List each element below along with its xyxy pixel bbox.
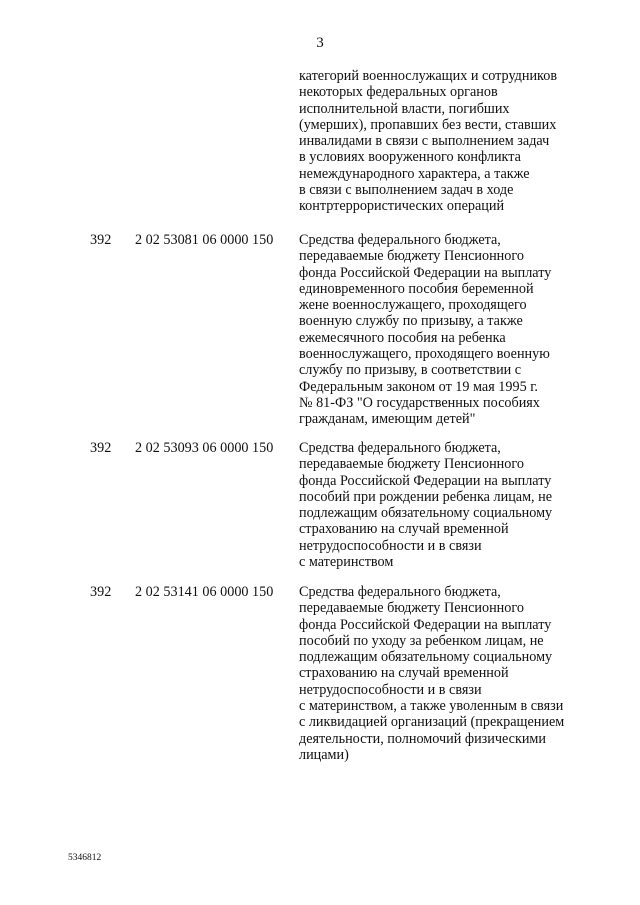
description-line: некоторых федеральных органов	[299, 84, 498, 101]
description-line: Средства федерального бюджета,	[299, 584, 501, 600]
description-line: немеждународного характера, а также	[299, 165, 530, 182]
description-line: фонда Российской Федерации на выплату	[299, 616, 552, 633]
description-line: исполнительной власти, погибших	[299, 100, 510, 117]
description-line: страхованию на случай временной	[299, 521, 509, 538]
description-line: фонда Российской Федерации на выплату	[299, 264, 552, 281]
kbk-code: 2 02 53141 06 0000 150	[135, 584, 274, 600]
row-description	[299, 440, 589, 570]
description-line: лицами)	[299, 746, 349, 763]
description-line: с ликвидацией организаций (прекращением	[299, 714, 565, 731]
description-line: фонда Российской Федерации на выплату	[299, 472, 552, 489]
description-line: военнослужащего, проходящего военную	[299, 346, 550, 363]
description-line: единовременного пособия беременной	[299, 280, 534, 297]
description-line: передаваемые бюджету Пенсионного	[299, 600, 524, 617]
continuation-description	[299, 68, 589, 215]
description-line: контртеррористических операций	[299, 198, 505, 215]
kbk-code: 2 02 53081 06 0000 150	[135, 232, 274, 248]
description-line: категорий военнослужащих и сотрудников	[299, 68, 558, 84]
admin-code: 392	[90, 584, 112, 600]
description-line: ежемесячного пособия на ребенка	[299, 329, 506, 346]
kbk-code: 2 02 53093 06 0000 150	[135, 440, 274, 456]
footer-document-code: 5346812	[68, 853, 102, 863]
description-line: военную службу по призыву, а также	[299, 313, 523, 330]
row-description	[299, 232, 589, 428]
description-line: жене военнослужащего, проходящего	[299, 297, 527, 314]
description-line: в связи с выполнением задач в ходе	[299, 182, 514, 199]
description-line: службу по призыву, в соответствии с	[299, 362, 522, 379]
description-line: Средства федерального бюджета,	[299, 440, 501, 456]
description-line: в условиях вооруженного конфликта	[299, 149, 521, 166]
description-line: с материнством	[299, 554, 394, 571]
description-line: Федеральным законом от 19 мая 1995 г.	[299, 378, 538, 395]
description-line: пособий при рождении ребенка лицам, не	[299, 488, 553, 505]
description-line: подлежащим обязательному социальному	[299, 649, 553, 666]
description-line: нетрудоспособности и в связи	[299, 537, 482, 554]
description-line: деятельности, полномочий физическими	[299, 730, 546, 747]
description-line: передаваемые бюджету Пенсионного	[299, 248, 524, 265]
description-line: Средства федерального бюджета,	[299, 232, 501, 248]
admin-code: 392	[90, 440, 112, 456]
row-description	[299, 584, 589, 763]
admin-code: 392	[90, 232, 112, 248]
description-line: подлежащим обязательному социальному	[299, 505, 553, 522]
description-line: передаваемые бюджету Пенсионного	[299, 456, 524, 473]
description-line: пособий по уходу за ребенком лицам, не	[299, 632, 544, 649]
description-line: № 81-ФЗ "О государственных пособиях	[299, 394, 540, 411]
description-line: нетрудоспособности и в связи	[299, 681, 482, 698]
description-line: (умерших), пропавших без вести, ставших	[299, 116, 557, 133]
page-number: 3	[316, 35, 324, 51]
description-line: гражданам, имеющим детей"	[299, 411, 476, 428]
description-line: с материнством, а также уволенным в связи	[299, 698, 564, 715]
description-line: инвалидами в связи с выполнением задач	[299, 133, 550, 150]
description-line: страхованию на случай временной	[299, 665, 509, 682]
